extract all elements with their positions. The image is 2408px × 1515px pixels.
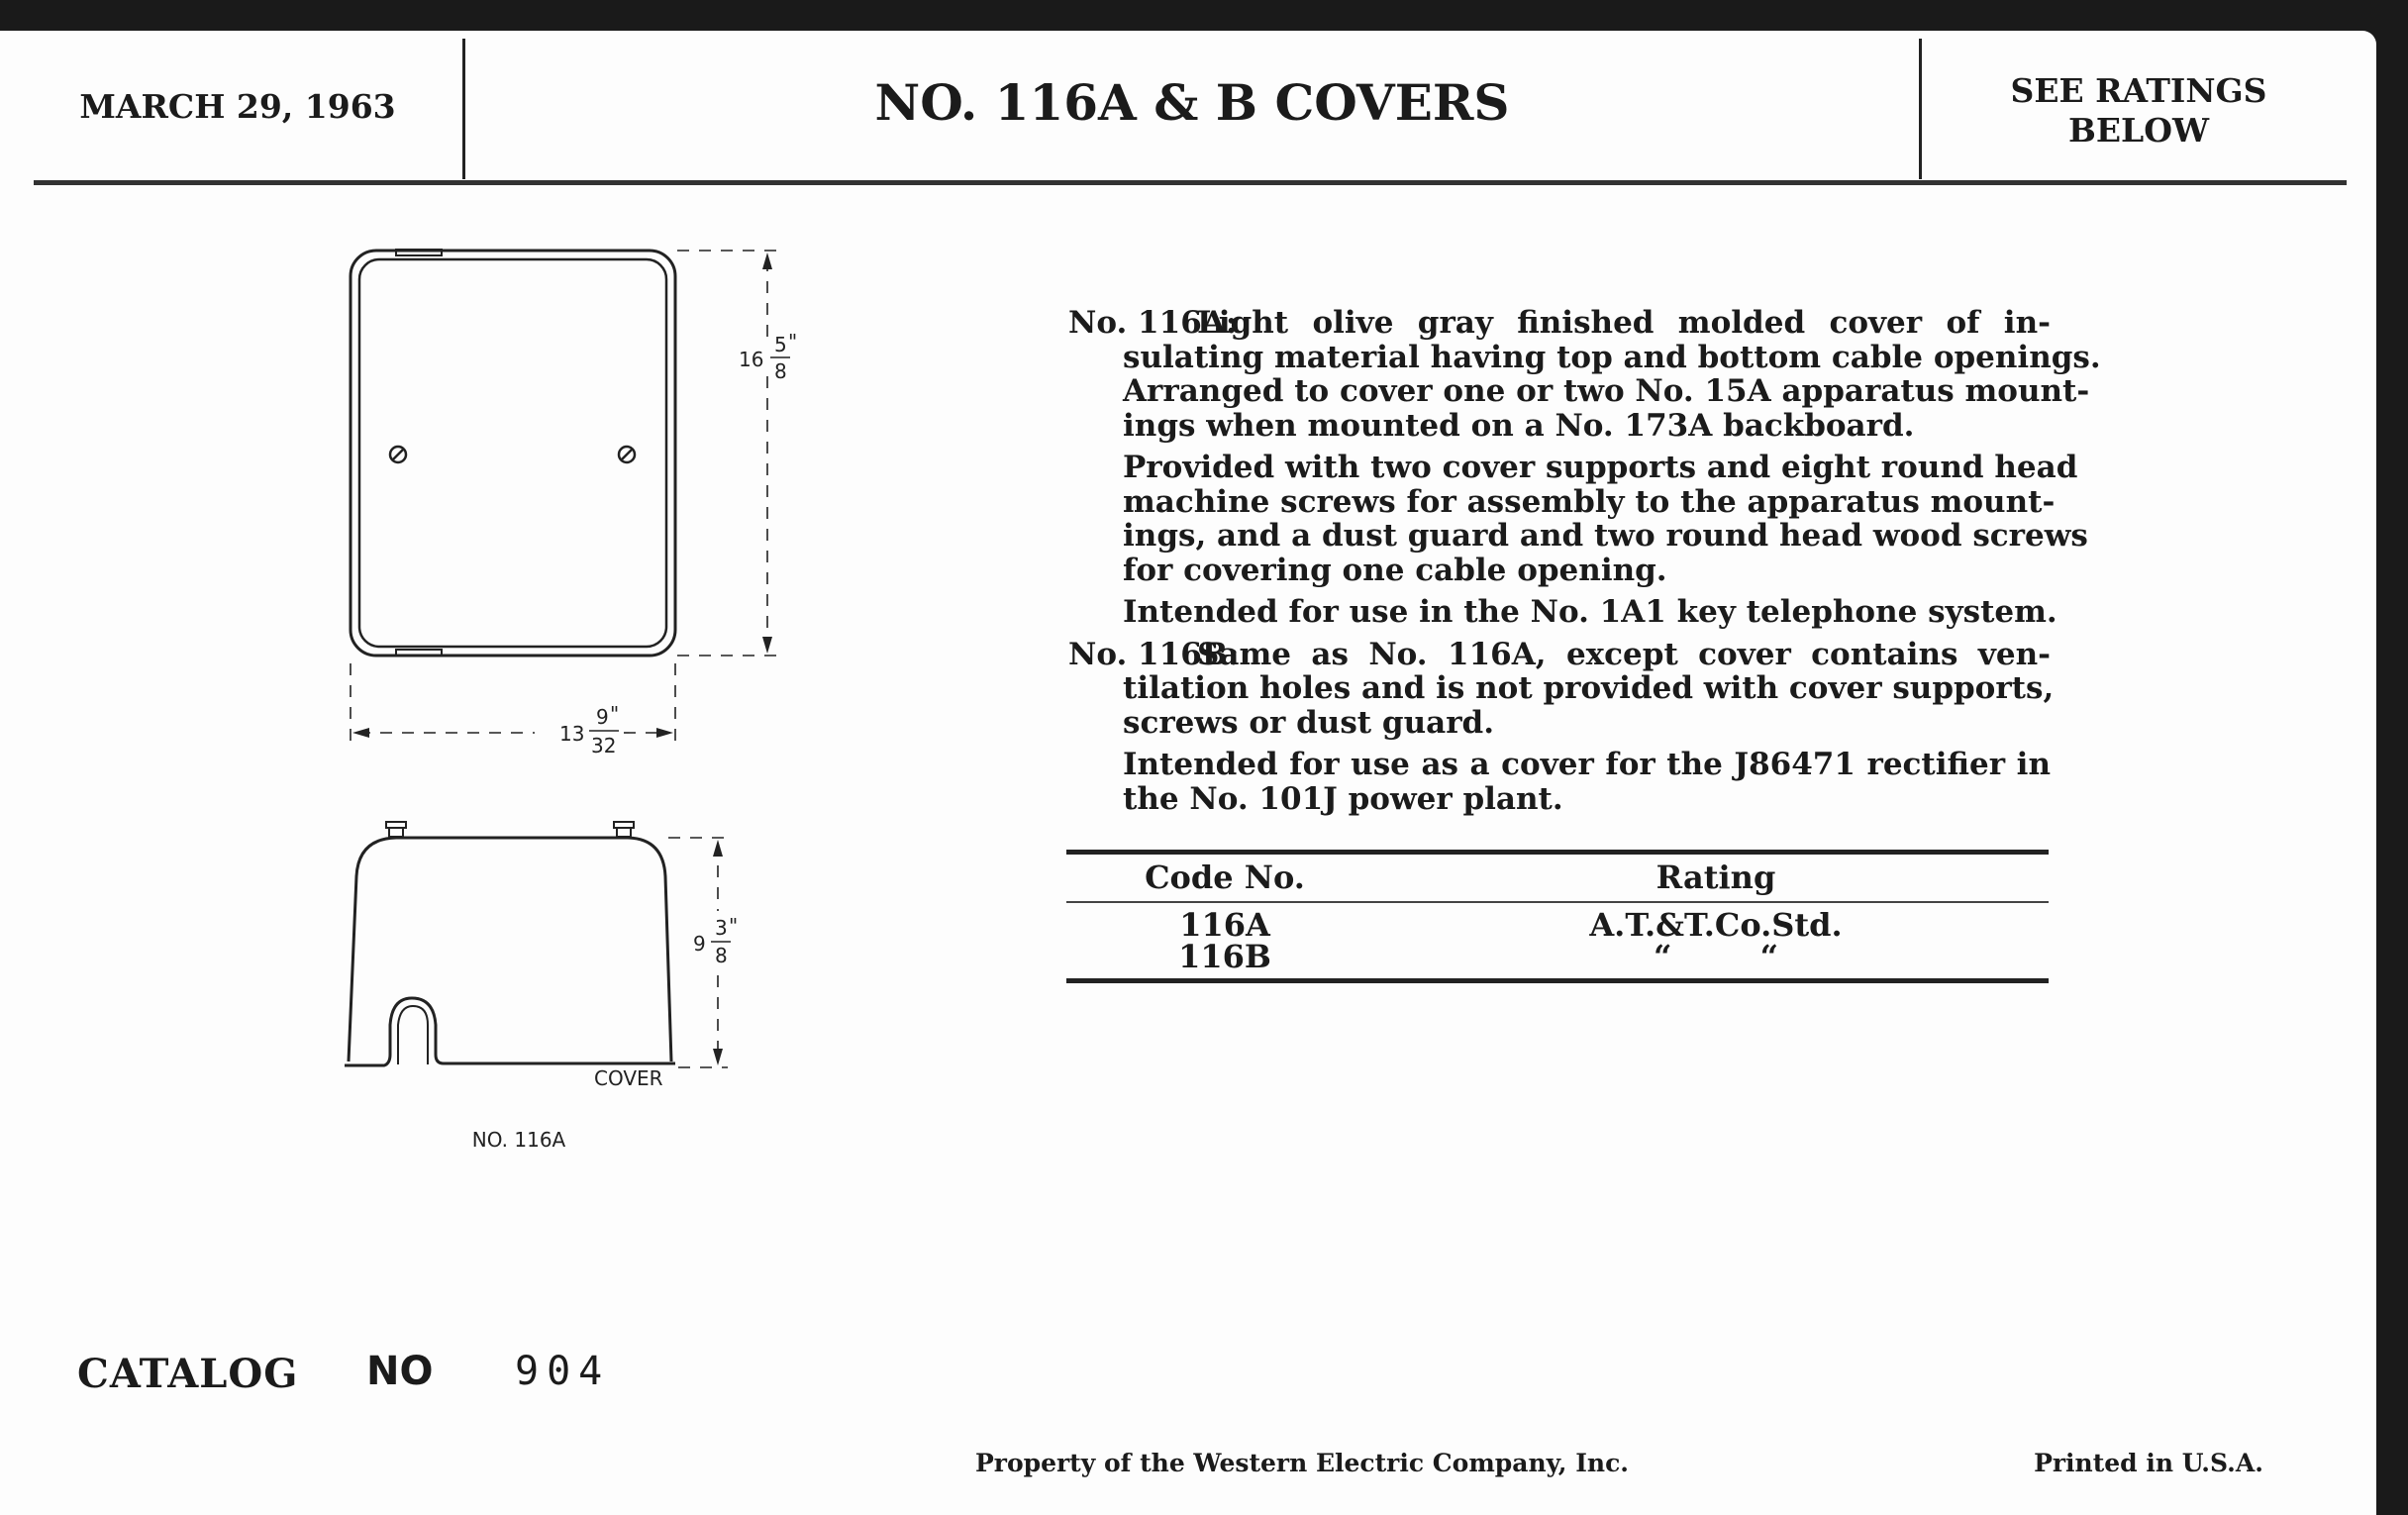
catalog-label: CATALOG — [77, 1351, 299, 1397]
description-line: machine screws for assembly to the apparatus mount- — [1123, 483, 2056, 520]
dim-whole: 9 — [693, 932, 706, 956]
footer-printed: Printed in U.S.A. — [2034, 1449, 2263, 1477]
ratings-note-line2: BELOW — [2067, 111, 2210, 150]
page-title: NO. 116A & B COVERS — [874, 73, 1510, 132]
top-view — [351, 250, 782, 741]
dim-denominator: 8 — [774, 359, 787, 383]
side-view — [345, 822, 728, 1067]
description-paragraph — [1068, 594, 2057, 630]
cover-small-label: COVER — [594, 1066, 663, 1090]
description-paragraph — [1068, 636, 2055, 741]
model-label: No. 116B: — [1068, 636, 1240, 672]
inch-mark: " — [788, 330, 798, 354]
sheet-date: MARCH 29, 1963 — [79, 87, 396, 126]
code-cell: 116B — [1178, 938, 1271, 975]
ratings-table — [1066, 850, 2049, 983]
drawing-caption: NO. 116A — [471, 1128, 566, 1152]
description-line: for covering one cable opening. — [1123, 552, 1667, 588]
model-label: No. 116A: — [1068, 305, 1238, 341]
column-header-code: Code No. — [1145, 858, 1305, 896]
footer-property: Property of the Western Electric Company, Inc. — [974, 1449, 1629, 1477]
code-cell: 116A — [1179, 906, 1270, 944]
inch-mark: " — [610, 702, 620, 726]
dim-denominator: 8 — [715, 944, 728, 967]
height-dimension-label — [739, 330, 797, 383]
description-line: the No. 101J power plant. — [1123, 780, 1563, 817]
table-rule-bottom — [1066, 978, 2049, 983]
width-dimension-label — [559, 702, 619, 758]
description-line: Intended for use as a cover for the J86471 rectifier in — [1123, 747, 2051, 782]
description-line: sulating material having top and bottom cable openings. — [1123, 339, 2101, 375]
screw-icon — [619, 447, 635, 462]
description-line: Same as No. 116A, except cover contains ven- — [1197, 636, 2051, 672]
dim-numerator: 9 — [596, 705, 609, 729]
screw-icon — [390, 447, 406, 462]
description-line: Intended for use in the No. 1A1 key telephone system. — [1123, 594, 2057, 630]
description — [1068, 305, 2101, 824]
description-paragraph — [1068, 450, 2088, 588]
description-paragraph — [1068, 748, 2051, 816]
table-row — [1066, 906, 2049, 944]
side-height-dimension-label — [693, 914, 738, 967]
description-line: Provided with two cover supports and eight round head — [1123, 450, 2078, 485]
ratings-note-line1: SEE RATINGS — [2010, 71, 2267, 110]
table-header-row — [1066, 855, 2049, 901]
catalog-number: 904 — [515, 1349, 611, 1394]
description-paragraph — [1068, 305, 2101, 444]
dim-whole: 16 — [739, 348, 764, 371]
description-line: screws or dust guard. — [1123, 704, 1494, 741]
description-line: ings when mounted on a No. 173A backboard. — [1123, 407, 1915, 444]
description-line: Arranged to cover one or two No. 15A apparatus mount- — [1123, 373, 2090, 409]
dim-denominator: 32 — [591, 734, 617, 758]
dim-numerator: 3 — [715, 916, 728, 940]
inch-mark: " — [729, 914, 739, 938]
column-header-rating: Rating — [1656, 858, 1776, 896]
rating-cell: “ “ — [1654, 938, 1778, 975]
description-line: ings, and a dust guard and two round head wood screws — [1123, 518, 2088, 554]
description-line: Light olive gray finished molded cover of in- — [1197, 305, 2051, 341]
dim-whole: 13 — [559, 722, 585, 746]
dim-numerator: 5 — [774, 333, 787, 356]
description-line: tilation holes and is not provided with cover supports, — [1123, 670, 2055, 706]
table-row — [1066, 938, 2049, 975]
catalog-no-label: NO — [366, 1349, 434, 1394]
rating-cell: A.T.&T.Co.Std. — [1589, 906, 1843, 944]
dimension-lines — [351, 251, 782, 741]
